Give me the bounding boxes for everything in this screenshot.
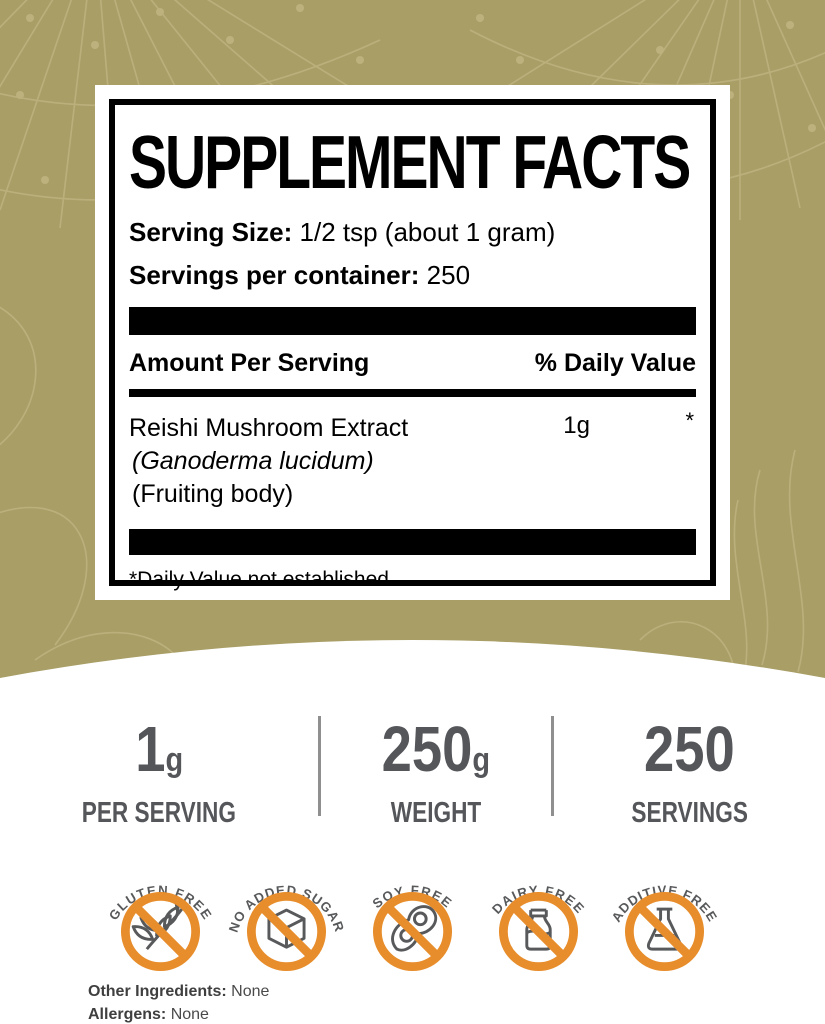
supplement-facts-title [129, 119, 696, 205]
stats-row [0, 708, 825, 830]
footer-info [88, 983, 269, 1024]
white-curve-edge [0, 630, 825, 700]
supplement-facts-border [109, 99, 716, 591]
gluten-free-label: GLUTEN FREE [105, 882, 216, 923]
amount-per-serving-header: Amount Per Serving [129, 349, 370, 377]
svg-text:GLUTEN FREE [106, 883, 216, 923]
supplement-facts-title-text: SUPPLEMENT FACTS [129, 120, 690, 206]
stat-per-serving-label: PER SERVING [81, 797, 237, 829]
separator-bar-top [129, 307, 696, 335]
allergens-label: Allergens: [88, 1006, 167, 1023]
no-added-sugar-label: NO ADDED SUGAR [226, 882, 347, 935]
ingredient-latin-name: (Ganoderma lucidum) [132, 447, 374, 475]
serving-size-line [129, 217, 696, 248]
svg-text:ADDITIVE FREE [609, 883, 721, 925]
servings-per-container-value: 250 [419, 260, 471, 290]
dairy-free-badge [478, 852, 599, 974]
stat-servings-number: 250 [644, 713, 735, 785]
soy-free-label: SOY FREE [369, 882, 456, 912]
prohibition-circle [503, 896, 573, 966]
daily-value-header: % Daily Value [534, 349, 696, 377]
stat-weight-label: WEIGHT [390, 797, 482, 829]
soy-free-badge [352, 852, 473, 974]
servings-per-container-line [129, 260, 696, 291]
allergens-value: None [166, 1006, 209, 1023]
serving-size-value: 1/2 tsp (about 1 gram) [292, 217, 556, 247]
daily-value-footnote: *Daily Value not established. [129, 568, 395, 591]
stat-per-serving-number: 1g [135, 713, 183, 785]
thick-rule [129, 389, 696, 397]
additive-free-badge [604, 852, 725, 974]
ingredient-row [129, 408, 696, 511]
other-ingredients-label: Other Ingredients: [88, 983, 227, 1000]
dairy-free-label: DAIRY FREE [489, 882, 588, 917]
gluten-free-badge [100, 852, 221, 974]
ingredient-part: (Fruiting body) [132, 480, 294, 508]
other-ingredients-value: None [226, 983, 270, 1000]
additive-free-label: ADDITIVE FREE [608, 882, 721, 925]
ingredient-amount: 1g [563, 412, 590, 439]
other-ingredients-line [88, 983, 269, 1001]
stat-servings [554, 708, 825, 830]
supplement-facts-panel [95, 85, 730, 600]
separator-bar-bottom [129, 529, 696, 555]
prohibition-circle [377, 896, 447, 966]
stat-servings-label: SERVINGS [631, 797, 748, 829]
stat-weight [321, 708, 551, 830]
stat-weight-number: 250g [381, 713, 491, 785]
serving-size-label: Serving Size: [129, 217, 293, 247]
badge-row [100, 852, 725, 974]
amount-header-row [129, 349, 696, 378]
ingredient-dv-asterisk: * [685, 408, 694, 433]
no-added-sugar-badge [226, 852, 347, 974]
prohibition-circle [629, 896, 699, 966]
stat-per-serving [0, 708, 318, 830]
ingredient-name: Reishi Mushroom Extract [129, 414, 409, 442]
servings-per-container-label: Servings per container: [129, 260, 420, 290]
allergens-line [88, 1006, 269, 1024]
prohibition-circle [251, 896, 321, 966]
